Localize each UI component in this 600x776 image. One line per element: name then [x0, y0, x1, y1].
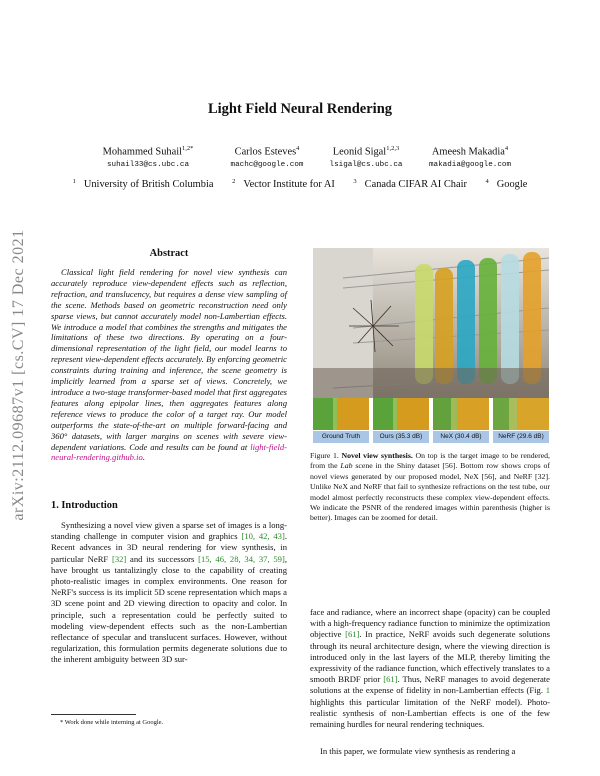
intro-text: and its successors — [126, 553, 199, 564]
author-email[interactable]: makadia@google.com — [428, 161, 512, 170]
author-sup: 4 — [504, 145, 509, 152]
caption-text: On top is the target image to be rendered, from the — [310, 451, 551, 471]
author-email[interactable]: suhail33@cs.ubc.ca — [106, 161, 190, 170]
affiliation-name: Vector Institute for AI — [243, 179, 335, 191]
body-text: highlights this particular limitation of the NeRF model). Photo-realistic synthesis of non-Lambertian effects is one of the few remaining hurdles for neural rendering techniques. — [310, 696, 550, 730]
author-name: Mohammed Suhail — [102, 146, 182, 158]
affiliation-sup: 4 — [485, 178, 489, 185]
citation-link[interactable]: [61] — [345, 629, 360, 640]
author-sup: 1,2,3 — [386, 145, 400, 152]
caption-scene: Lab — [340, 461, 353, 471]
figure-ref-link[interactable]: 1 — [545, 685, 550, 696]
figure-1 — [313, 248, 549, 444]
affiliation — [69, 179, 218, 190]
lab-scene-image — [313, 248, 549, 398]
paper-title: Light Field Neural Rendering — [207, 101, 393, 117]
affiliation — [482, 179, 532, 190]
intro-text: , have brought us tantalizingly close to the capability of creating photo-realistic images in complex environments. One reason for NeRF's success is its implicit 5D scene representation which maps a 3D scene point and 2D viewing direction to opacity and color. In principle, such a representation could be perfectly suited to modeling view-dependent effects such as the non-Lambertian reflectance of specular and translucent surfaces. However, without regularization, this formulation permits degenerate solutions due to the inherent ambiguity between 3D sur- — [51, 553, 287, 665]
crop-nerf — [493, 398, 549, 430]
body-text: . Thus, NeRF manages to avoid degenerate solutions at the expense of fidelity in non-Lambertian effects (Fig. — [310, 674, 550, 696]
right-paragraph — [310, 607, 550, 730]
author-sup: 4 — [296, 145, 300, 152]
arxiv-id: arXiv:2112.09687v1 [cs.CV] 17 Dec 2021 — [10, 229, 27, 521]
abstract-text: Classical light field rendering for novel view synthesis can accurately reproduce view-dependent effects such as reflection, refraction, and translucency, but requires a dense view sampling of the scene. Methods based on geometric reconstruction need only sparse views, but cannot accurately model non-Lambertian effects. We introduce a model that combines the strengths and mitigates the limitations of these two directions. By operating on a four-dimensional representation of the light field, our model learns to represent view-dependent effects accurately. By enforcing geometric constraints during training and inference, the scene geometry is implicitly learned from a sparse set of views. Concretely, we introduce a two-stage transformer-based model that first aggregates features along epipolar lines, then aggregates features along reference views to produce the color of a target ray. Our model outperforms the state-of-the-art on multiple forward-facing and 360° datasets, with larger margins on scenes with severe view-dependent variations. Code and results can be found at — [51, 267, 287, 452]
footnote-rule — [51, 714, 136, 715]
abstract-heading: Abstract — [149, 248, 189, 259]
author-1 — [88, 145, 208, 169]
crop-label: Ours (35.3 dB) — [373, 431, 429, 443]
citation-link[interactable]: [61] — [383, 674, 398, 685]
author-3 — [318, 145, 414, 169]
affiliation-sup: 2 — [232, 178, 236, 185]
right-paragraph-2: In this paper, we formulate view synthesis as rendering a — [320, 746, 516, 756]
affiliation-name: Google — [496, 179, 528, 191]
footnote: * Work done while interning at Google. — [60, 719, 164, 726]
crop-nex — [433, 398, 489, 430]
intro-paragraph — [51, 520, 287, 666]
figure-caption — [310, 451, 550, 524]
author-sup: 1,2* — [182, 145, 194, 152]
citation-link[interactable]: [10, 42, 43] — [241, 531, 285, 542]
author-email[interactable]: lsigal@cs.ubc.ca — [329, 161, 403, 170]
crop-label: Ground Truth — [313, 431, 369, 443]
body-text: . In practice, NeRF avoids such degenerate solutions through its neural architecture design, where the viewing direction is introduced only in the last layers of the MLP, thereby limiting the expressivity of the radiance function, which effectively translates to a smooth BRDF prior — [310, 629, 550, 685]
affiliation — [228, 179, 339, 190]
caption-title: Novel view synthesis. — [341, 451, 413, 460]
affiliation — [349, 179, 471, 190]
author-4 — [414, 145, 526, 169]
affiliation-name: Canada CIFAR AI Chair — [364, 179, 467, 191]
author-2 — [219, 145, 315, 169]
abstract-body — [51, 267, 287, 463]
affiliations — [0, 178, 600, 190]
abstract-end: . — [142, 452, 145, 463]
intro-heading: 1. Introduction — [51, 500, 118, 511]
project-link[interactable]: light-field-neural-rendering.github.io — [51, 441, 287, 463]
caption-text: scene in the Shiny dataset [56]. Bottom row shows crops of novel views generated by our proposed model, NeX [56], and NeRF [32]. Unlike NeX and NeRF that fail to synthesize refractions on the test tube, our model almost perfectly reconstructs these complex view-dependent effects. We indicate the PSNR of the rendered images within parenthesis (higher is better). Images can be zoomed for detail. — [310, 461, 550, 523]
crop-ours — [373, 398, 429, 430]
crop-label: NeX (30.4 dB) — [433, 431, 489, 443]
intro-text: . Recent advances in 3D neural rendering for view synthesis, in particular NeRF — [51, 531, 287, 564]
citation-link[interactable]: [32] — [111, 553, 127, 564]
body-text: face and radiance, where an incorrect shape (opacity) can be coupled with a high-frequency radiance function to minimize the optimization objective — [310, 607, 550, 640]
arxiv-stamp — [6, 210, 32, 540]
crop-ground-truth — [313, 398, 369, 430]
author-name: Leonid Sigal — [332, 146, 387, 158]
author-name: Ameesh Makadia — [431, 146, 505, 158]
citation-link[interactable]: [15, 46, 28, 34, 37, 59] — [198, 553, 285, 564]
affiliation-sup: 3 — [353, 178, 357, 185]
author-email[interactable]: machc@google.com — [230, 161, 304, 170]
crop-label: NeRF (29.6 dB) — [493, 431, 549, 443]
affiliation-name: University of British Columbia — [83, 179, 214, 191]
affiliation-sup: 1 — [72, 178, 76, 185]
intro-text: Synthesizing a novel view given a sparse set of images is a long-standing challenge in computer vision and graphics — [51, 520, 287, 542]
caption-label: Figure 1. — [310, 451, 339, 460]
author-name: Carlos Esteves — [234, 146, 297, 158]
